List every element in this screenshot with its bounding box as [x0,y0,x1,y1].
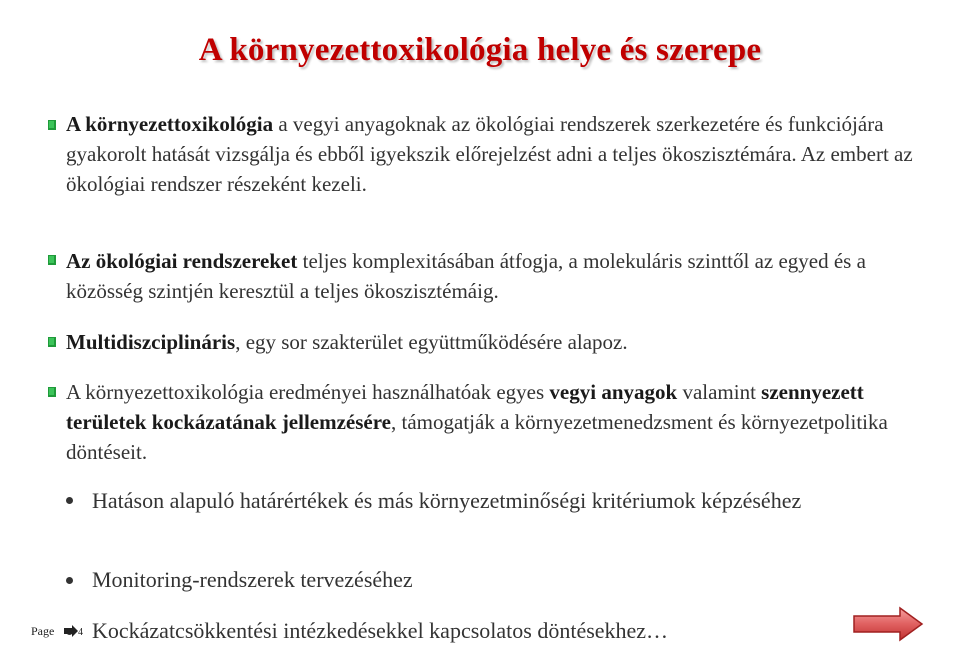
square-bullet-icon [48,255,56,265]
page-label [31,624,54,639]
slide-title: A környezettoxikológia helye és szerepe [198,32,762,68]
bullet-2 [66,246,926,306]
page-number: 4 [78,627,83,638]
subitem-2: Monitoring-rendszerek tervezéséhez [92,567,413,592]
bullet-3-bold: Multidiszciplináris [66,330,236,354]
bullet-4 [66,377,926,467]
bullet-4-text-a: A környezettoxikológia eredményei használhatóak egyes [66,380,550,404]
bullet-4-bold-a: vegyi anyagok [549,380,678,404]
bullet-1 [66,109,926,199]
subitem-3: Kockázatcsökkentési intézkedésekkel kapcsolatos döntésekhez… [92,618,669,643]
bullet-2-text: teljes komplexitásában átfogja, a molekuláris szinttől az egyed és a közösség szintjén keresztül a teljes ökoszisztémáig. [66,249,866,303]
bullet-2-bold: Az ökológiai rendszereket [66,249,298,273]
page-label-text: Page [31,624,55,638]
square-bullet-icon [48,120,56,130]
page-arrow-icon [64,624,84,638]
bullet-4-bold-b: szennyezett területek kockázatának jellemzésére [66,380,864,434]
bullet-1-text: a vegyi anyagoknak az ökológiai rendszerek szerkezetére és funkciójára gyakorolt hatását vizsgálja és ebből igyekszik előrejelzést adni a teljes ökoszisztémára. Az embert az ökológiai rendszer részeként kezeli. [66,112,913,196]
square-bullet-icon [48,337,56,347]
bullet-1-bold: A környezettoxikológia [66,112,274,136]
bullet-3 [66,327,926,357]
round-bullet-icon [66,577,73,584]
bullet-4-text-b: valamint [677,380,762,404]
bullet-3-text: , egy sor szakterület együttműködésére alapoz. [235,330,628,354]
bullet-4-text-c: , támogatják a környezetmenedzsment és környezetpolitika döntéseit. [66,410,888,464]
round-bullet-icon [66,497,73,504]
next-arrow-icon[interactable] [852,606,924,642]
square-bullet-icon [48,387,56,397]
subitem-1: Hatáson alapuló határértékek és más környezetminőségi kritériumok képzéséhez [92,488,802,513]
